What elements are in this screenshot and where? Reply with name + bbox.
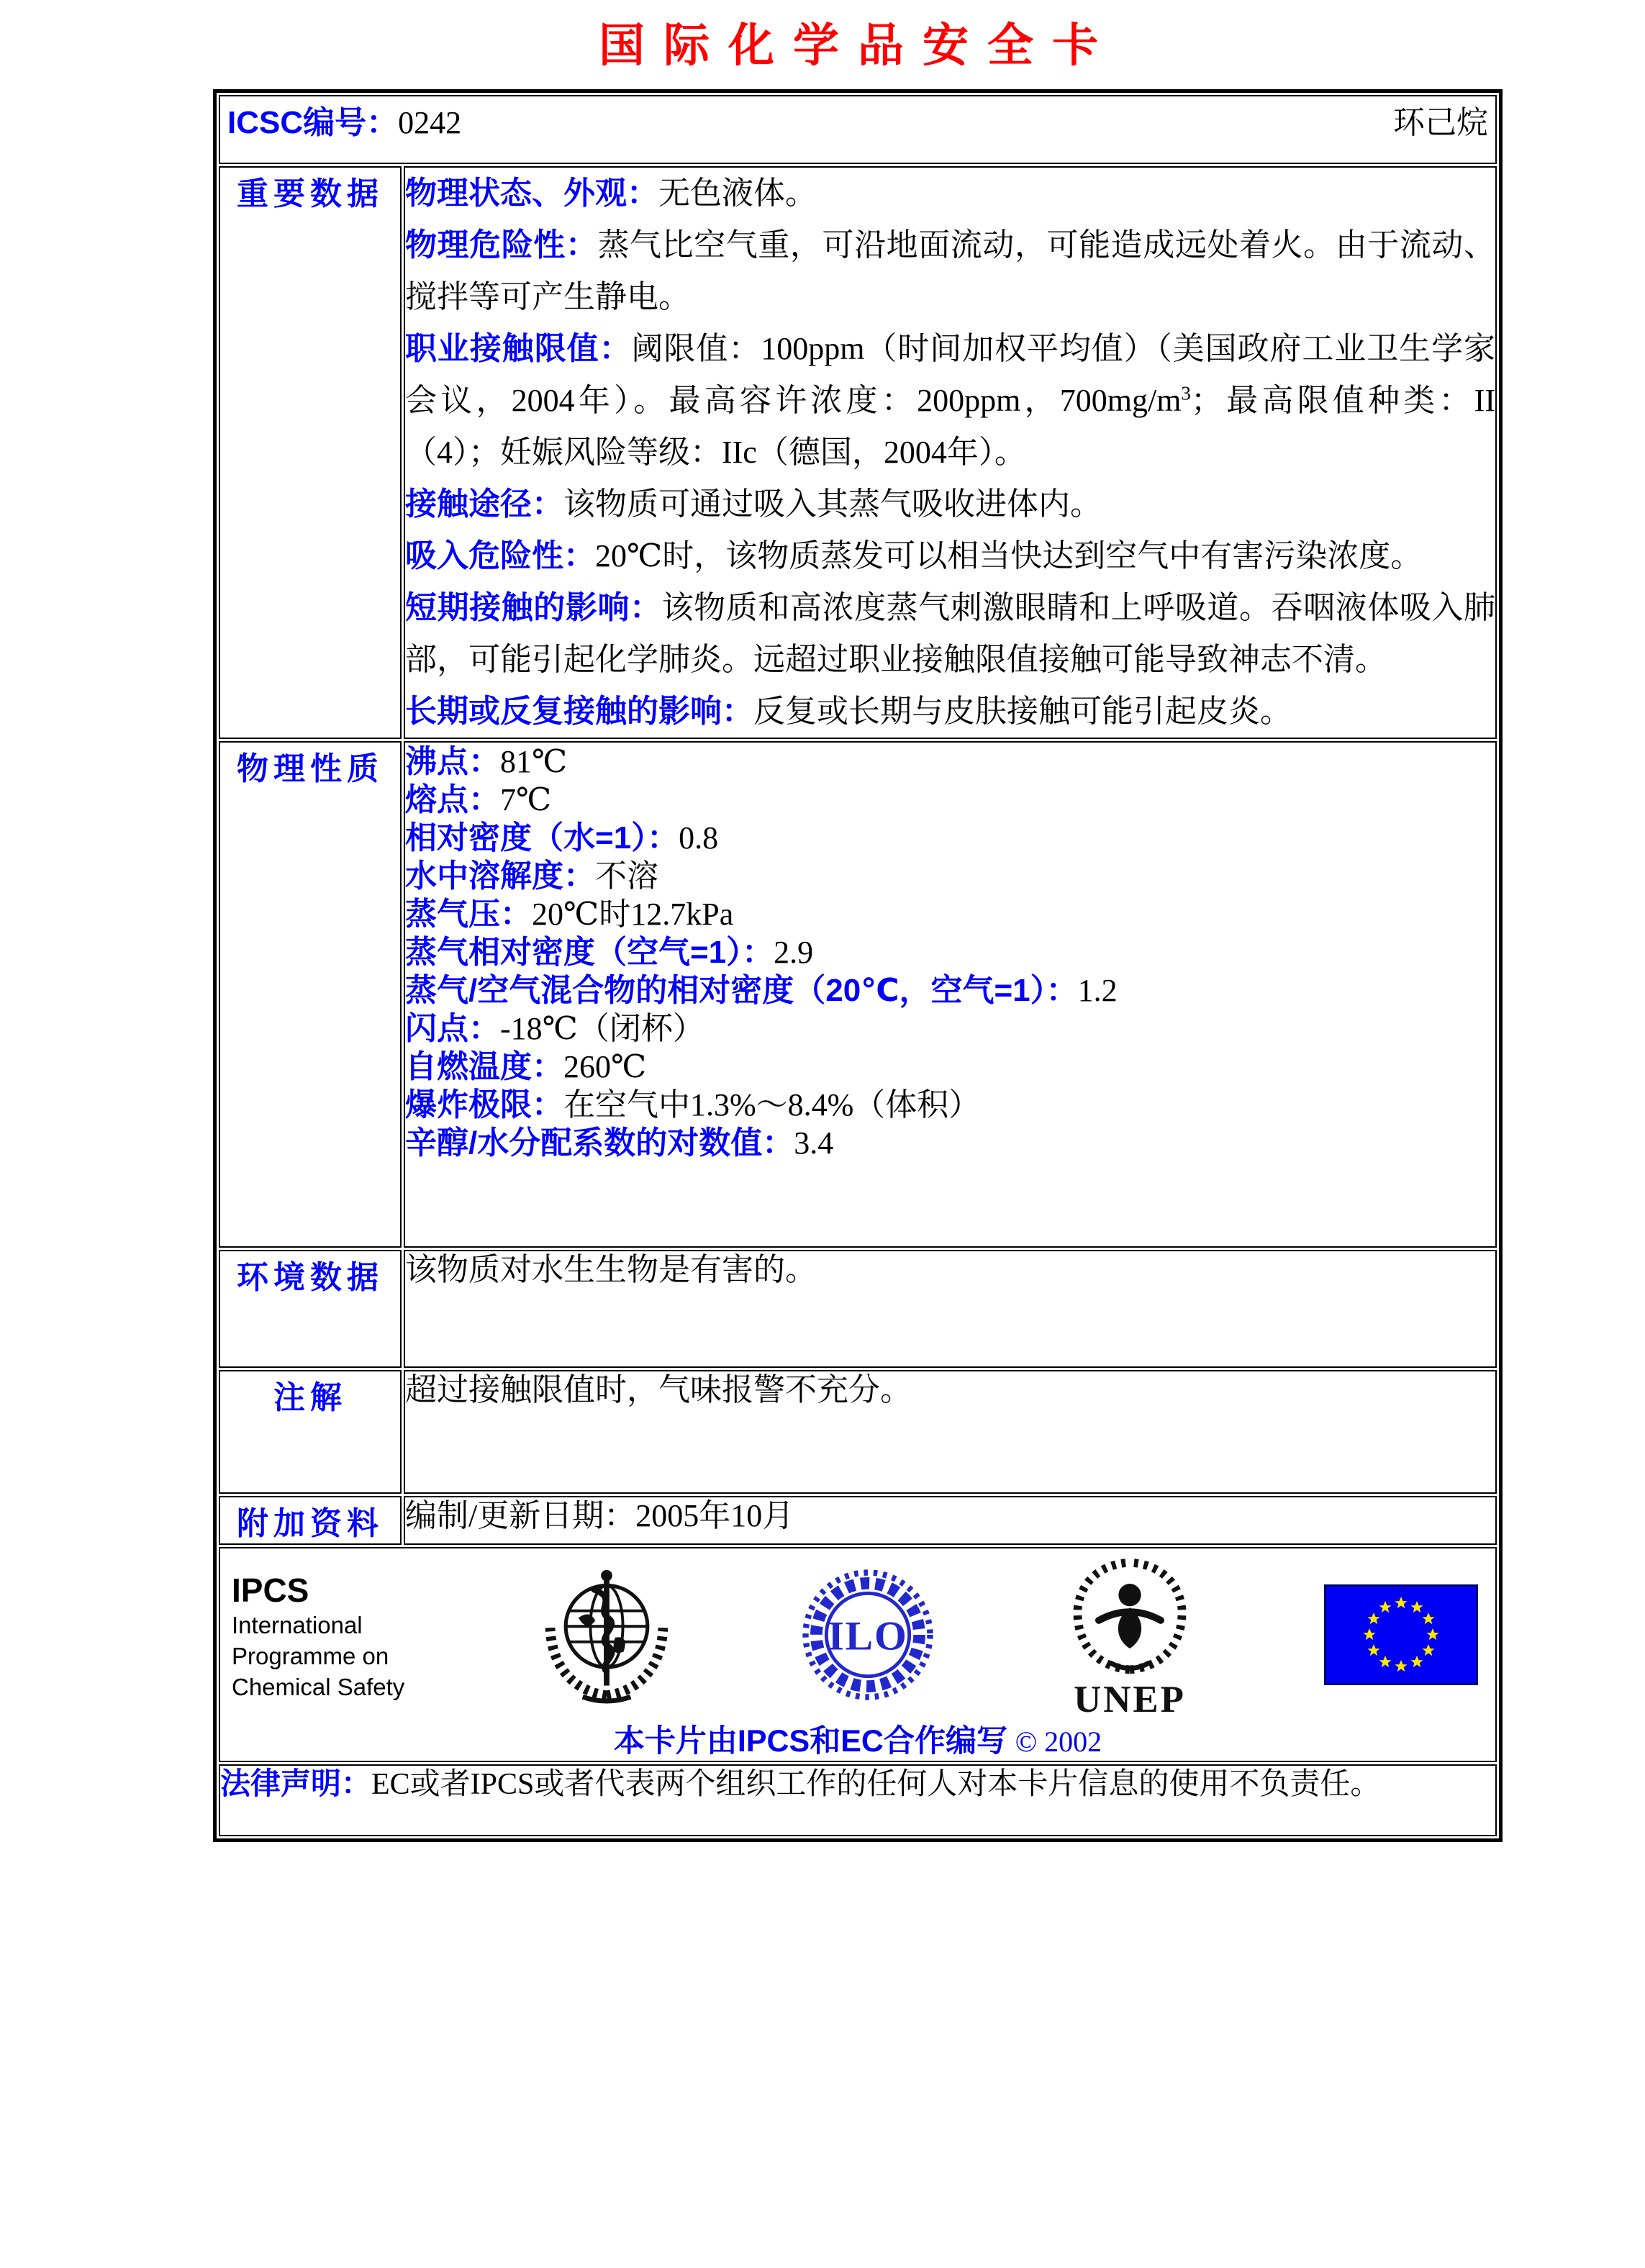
- paragraph: [405, 168, 1495, 219]
- chemical-name: 环己烷: [1393, 105, 1488, 140]
- credit-year: © 2002: [1015, 1725, 1102, 1758]
- notes-content: [404, 1370, 1497, 1494]
- paragraph-label: 物理危险性：: [405, 227, 598, 263]
- property-row: [405, 1010, 1495, 1048]
- ipcs-line: International: [232, 1611, 363, 1638]
- important-data-content: [404, 166, 1497, 739]
- property-value: 3.4: [794, 1125, 834, 1161]
- property-label: 熔点：: [405, 782, 500, 817]
- property-value: 20℃时12.7kPa: [532, 897, 734, 932]
- property-value: 7℃: [500, 782, 552, 817]
- property-label: 蒸气/空气混合物的相对密度（20℃，空气=1）：: [405, 973, 1078, 1008]
- property-value: 0.8: [679, 820, 719, 856]
- header-row: [219, 95, 1497, 164]
- footer-cell: [219, 1547, 1497, 1762]
- section-label-important-data: 重要数据: [237, 176, 384, 212]
- ipcs-block: [232, 1571, 412, 1702]
- section-label-environmental-data: 环境数据: [237, 1260, 384, 1295]
- who-logo-icon: [536, 1564, 677, 1709]
- paragraph-label: 长期或反复接触的影响：: [405, 694, 753, 729]
- icsc-number-value: 0242: [398, 105, 462, 140]
- page-title: 国际化学品安全卡: [599, 20, 1117, 71]
- property-label: 沸点：: [405, 744, 500, 779]
- section-label-cell-additional-info: [219, 1496, 402, 1545]
- ipcs-line: Chemical Safety: [232, 1673, 405, 1700]
- icsc-number-group: [227, 96, 461, 142]
- paragraph: [405, 582, 1495, 686]
- paragraph-text: 20℃时，该物质蒸发可以相当快达到空气中有害污染浓度。: [595, 538, 1423, 573]
- paragraph: [405, 530, 1495, 582]
- property-value: 不溶: [595, 858, 658, 894]
- notes-text: 超过接触限值时，气味报警不充分。: [405, 1372, 912, 1407]
- property-label: 相对密度（水=1）：: [405, 820, 679, 856]
- paragraph-text: 该物质可通过吸入其蒸气吸收进体内。: [563, 486, 1102, 522]
- environmental-data-text: 该物质对水生生物是有害的。: [405, 1252, 817, 1287]
- important-data-row: [219, 166, 1497, 739]
- physical-properties-content: [404, 741, 1497, 1248]
- footer-row: [219, 1547, 1497, 1762]
- paragraph-label: 吸入危险性：: [405, 538, 595, 573]
- legal-cell: [219, 1764, 1497, 1836]
- section-label-notes: 注解: [273, 1380, 347, 1415]
- property-value: 在空气中1.3%～8.4%（体积）: [563, 1087, 981, 1122]
- physical-properties-row: [219, 741, 1497, 1248]
- eu-flag-icon: [1324, 1584, 1478, 1689]
- ilo-logo-text: ILO: [828, 1612, 908, 1659]
- additional-info-content: [404, 1496, 1497, 1545]
- environmental-data-row: [219, 1250, 1497, 1368]
- property-label: 辛醇/水分配系数的对数值：: [405, 1125, 794, 1161]
- property-label: 水中溶解度：: [405, 858, 595, 894]
- paragraph: [405, 686, 1495, 738]
- property-value: 260℃: [563, 1049, 647, 1084]
- environmental-data-content: [404, 1250, 1497, 1368]
- notes-row: [219, 1370, 1497, 1494]
- section-label-cell-physical-properties: [219, 741, 402, 1248]
- property-row: [405, 933, 1495, 971]
- legal-row: [219, 1764, 1497, 1836]
- section-label-cell-notes: [219, 1370, 402, 1494]
- paragraph-label: 职业接触限值：: [405, 331, 632, 366]
- property-value: -18℃（闭杯）: [500, 1011, 704, 1046]
- property-value: 81℃: [500, 744, 568, 779]
- property-label: 自燃温度：: [405, 1049, 563, 1084]
- icsc-number-label: ICSC编号：: [227, 105, 399, 140]
- property-row: [405, 1124, 1495, 1162]
- unep-logo-icon: [1059, 1550, 1200, 1723]
- property-row: [405, 819, 1495, 857]
- logos-row: [220, 1548, 1495, 1719]
- property-label: 闪点：: [405, 1011, 500, 1046]
- property-row: [405, 781, 1495, 819]
- paragraph-label: 物理状态、外观：: [405, 176, 658, 211]
- icsc-card: [213, 0, 1503, 1842]
- legal-text: [220, 1766, 1495, 1802]
- legal-body: EC或者IPCS或者代表两个组织工作的任何人对本卡片信息的使用不负责任。: [371, 1768, 1381, 1801]
- section-label-physical-properties: 物理性质: [237, 751, 384, 786]
- property-row: [405, 1086, 1495, 1124]
- paragraph-text: ；最高限值种类：II（4）；妊娠风险等级：IIc（德国，2004年）。: [405, 383, 1495, 470]
- section-label-additional-info: 附加资料: [237, 1506, 384, 1541]
- property-label: 爆炸极限：: [405, 1087, 563, 1122]
- additional-info-row: [219, 1496, 1497, 1545]
- paragraph-label: 短期接触的影响：: [405, 590, 662, 625]
- paragraph: [405, 478, 1495, 530]
- paragraph-text: 反复或长期与皮肤接触可能引起皮炎。: [753, 694, 1292, 729]
- property-value: 1.2: [1077, 973, 1118, 1008]
- section-label-cell-important-data: [219, 166, 402, 739]
- property-row: [405, 1048, 1495, 1086]
- paragraph-text: 蒸气比空气重，可沿地面流动，可能造成远处着火。由于流动、搅拌等可产生静电。: [405, 227, 1496, 314]
- header-cell: [219, 95, 1497, 164]
- credit-text: 本卡片由IPCS和EC合作编写: [613, 1724, 1007, 1759]
- credit-line: [220, 1717, 1495, 1761]
- additional-info-text: 编制/更新日期：2005年10月: [405, 1498, 794, 1533]
- property-row: [405, 895, 1495, 933]
- ipcs-line: Programme on: [232, 1642, 389, 1669]
- property-label: 蒸气相对密度（空气=1）：: [405, 935, 774, 970]
- property-value: 2.9: [774, 935, 814, 970]
- paragraph-label: 接触途径：: [405, 486, 563, 522]
- ilo-logo-icon: [801, 1568, 935, 1705]
- property-label: 蒸气压：: [405, 897, 532, 932]
- paragraph-text: 无色液体。: [658, 176, 817, 211]
- property-row: [405, 743, 1495, 781]
- unep-logo-text: UNEP: [1073, 1679, 1186, 1719]
- paragraph-text: 该物质和高浓度蒸气刺激眼睛和上呼吸道。吞咽液体吸入肺部，可能引起化学肺炎。远超过职业接触限值接触可能导致神志不清。: [405, 590, 1496, 677]
- superscript: 3: [1181, 382, 1191, 404]
- icsc-table: [213, 89, 1503, 1842]
- legal-label: 法律声明：: [220, 1766, 372, 1800]
- property-row: [405, 857, 1495, 895]
- paragraph: [405, 323, 1495, 478]
- paragraph: [405, 219, 1495, 323]
- ipcs-acronym: IPCS: [232, 1571, 309, 1609]
- property-row: [405, 971, 1495, 1010]
- paragraph-text: 阈限值：100ppm（时间加权平均值）（美国政府工业卫生学家会议，2004年）。最高容许浓度：200ppm，700mg/m: [405, 331, 1495, 418]
- section-label-cell-environmental-data: [219, 1250, 402, 1368]
